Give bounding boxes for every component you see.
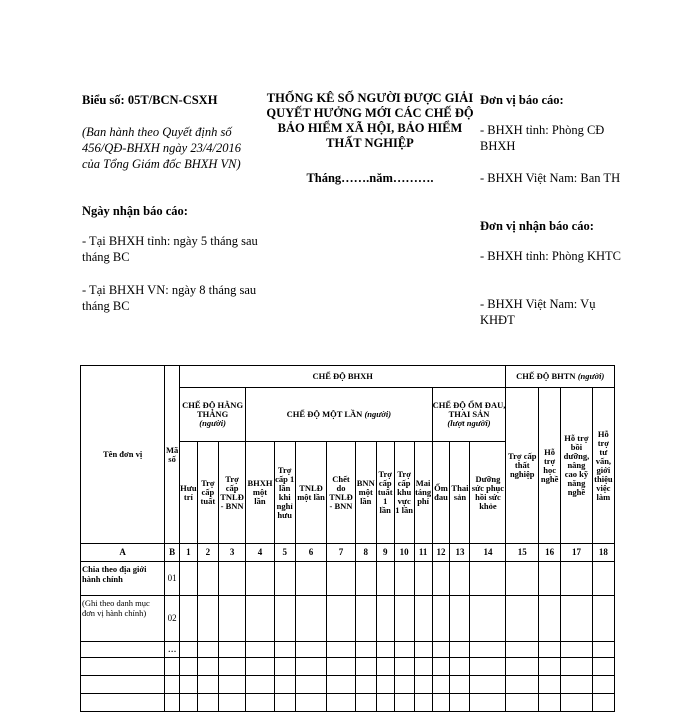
header-monthly-benefits: CHẾ ĐỘ HẰNG THÁNG (người) [179, 388, 245, 442]
row-code: 02 [165, 596, 180, 642]
table-row [81, 642, 615, 658]
report-unit-national: - BHXH Việt Nam: Ban TH [480, 171, 621, 185]
header-col-17: Hỗ trợ bồi dưỡng, nâng cao kỹ năng nghề [561, 388, 593, 544]
row-label-admin-division: Chia theo địa giới hành chính [81, 562, 165, 596]
index-cell: A [81, 544, 165, 562]
header-col-8: BNN một lần [355, 442, 376, 544]
table-row [81, 676, 615, 694]
header-bhxh-group: CHẾ ĐỘ BHXH [179, 366, 505, 388]
header-col-16: Hỗ trợ học nghề [539, 388, 561, 544]
index-cell: 16 [539, 544, 561, 562]
receiving-unit-title: Đơn vị nhận báo cáo: [480, 219, 594, 233]
row-label-admin-list-note: (Ghi theo danh mục đơn vị hành chính) [81, 596, 165, 642]
header-unit-name: Tên đơn vị [81, 366, 165, 544]
receive-date-national: - Tại BHXH VN: ngày 8 tháng sau tháng BC [82, 283, 257, 313]
index-cell: 18 [592, 544, 614, 562]
index-cell: 13 [450, 544, 470, 562]
header-col-10: Trợ cấp khu vực 1 lần [394, 442, 414, 544]
issued-note: (Ban hành theo Quyết định số 456/QĐ-BHXH ngày 23/4/2016 của Tổng Giám đốc BHXH VN) [82, 125, 242, 171]
index-cell: B [165, 544, 180, 562]
index-cell: 5 [274, 544, 295, 562]
header-col-15: Trợ cấp thất nghiệp [506, 388, 539, 544]
index-cell: 12 [432, 544, 450, 562]
header-col-18: Hỗ trợ tư vấn, giới thiệu việc làm [592, 388, 614, 544]
report-unit-title: Đơn vị báo cáo: [480, 93, 564, 107]
index-cell: 6 [295, 544, 327, 562]
header-col-6: TNLĐ một lần [295, 442, 327, 544]
header-col-4: BHXH một lần [246, 442, 274, 544]
header-code: Mã số [165, 366, 180, 544]
header-col-12: Ốm đau [432, 442, 450, 544]
index-cell: 10 [394, 544, 414, 562]
index-cell: 7 [327, 544, 355, 562]
index-row [81, 544, 615, 562]
receive-date-title: Ngày nhận báo cáo: [82, 204, 188, 218]
index-cell: 14 [470, 544, 506, 562]
row-code: 01 [165, 562, 180, 596]
index-cell: 15 [506, 544, 539, 562]
index-cell: 3 [218, 544, 245, 562]
header-col-13: Thai sản [450, 442, 470, 544]
report-title: THỐNG KÊ SỐ NGƯỜI ĐƯỢC GIẢI QUYẾT HƯỞNG MỚI CÁC CHẾ ĐỘ BẢO HIỂM XÃ HỘI, BẢO HIỂM THẤT NGHIỆP [266, 91, 474, 150]
index-cell: 11 [414, 544, 432, 562]
header-col-5: Trợ cấp 1 lần khi nghỉ hưu [274, 442, 295, 544]
header-lump-sum-benefits: CHẾ ĐỘ MỘT LẦN (người) [246, 388, 432, 442]
receiving-unit-provincial: - BHXH tỉnh: Phòng KHTC [480, 249, 621, 263]
index-cell: 9 [376, 544, 394, 562]
receiving-unit-national: - BHXH Việt Nam: Vụ KHĐT [480, 297, 596, 327]
table-row [81, 596, 615, 642]
header-col-7: Chết do TNLĐ - BNN [327, 442, 355, 544]
table-row [81, 658, 615, 676]
header-col-3: Trợ cấp TNLĐ - BNN [218, 442, 245, 544]
index-cell: 1 [179, 544, 197, 562]
header-col-1: Hưu trí [179, 442, 197, 544]
form-number: Biểu số: 05T/BCN-CSXH [82, 93, 218, 107]
header-bhtn-group: CHẾ ĐỘ BHTN (người) [506, 366, 615, 388]
header-col-2: Trợ cấp tuất [197, 442, 218, 544]
header-col-11: Mai táng phí [414, 442, 432, 544]
index-cell: 8 [355, 544, 376, 562]
statistics-table [80, 365, 615, 712]
row-code: … [165, 642, 180, 658]
index-cell: 17 [561, 544, 593, 562]
report-period: Tháng…….năm………. [306, 171, 434, 185]
header-col-9: Trợ cấp tuất 1 lần [376, 442, 394, 544]
table-row [81, 694, 615, 712]
header-col-14: Dưỡng sức phục hồi sức khỏe [470, 442, 506, 544]
header-sickness-maternity: CHẾ ĐỘ ỐM ĐAU, THAI SẢN (lượt người) [432, 388, 506, 442]
table-row [81, 562, 615, 596]
report-unit-provincial: - BHXH tỉnh: Phòng CĐ BHXH [480, 123, 605, 153]
receive-date-provincial: - Tại BHXH tỉnh: ngày 5 tháng sau tháng BC [82, 234, 258, 264]
index-cell: 2 [197, 544, 218, 562]
index-cell: 4 [246, 544, 274, 562]
